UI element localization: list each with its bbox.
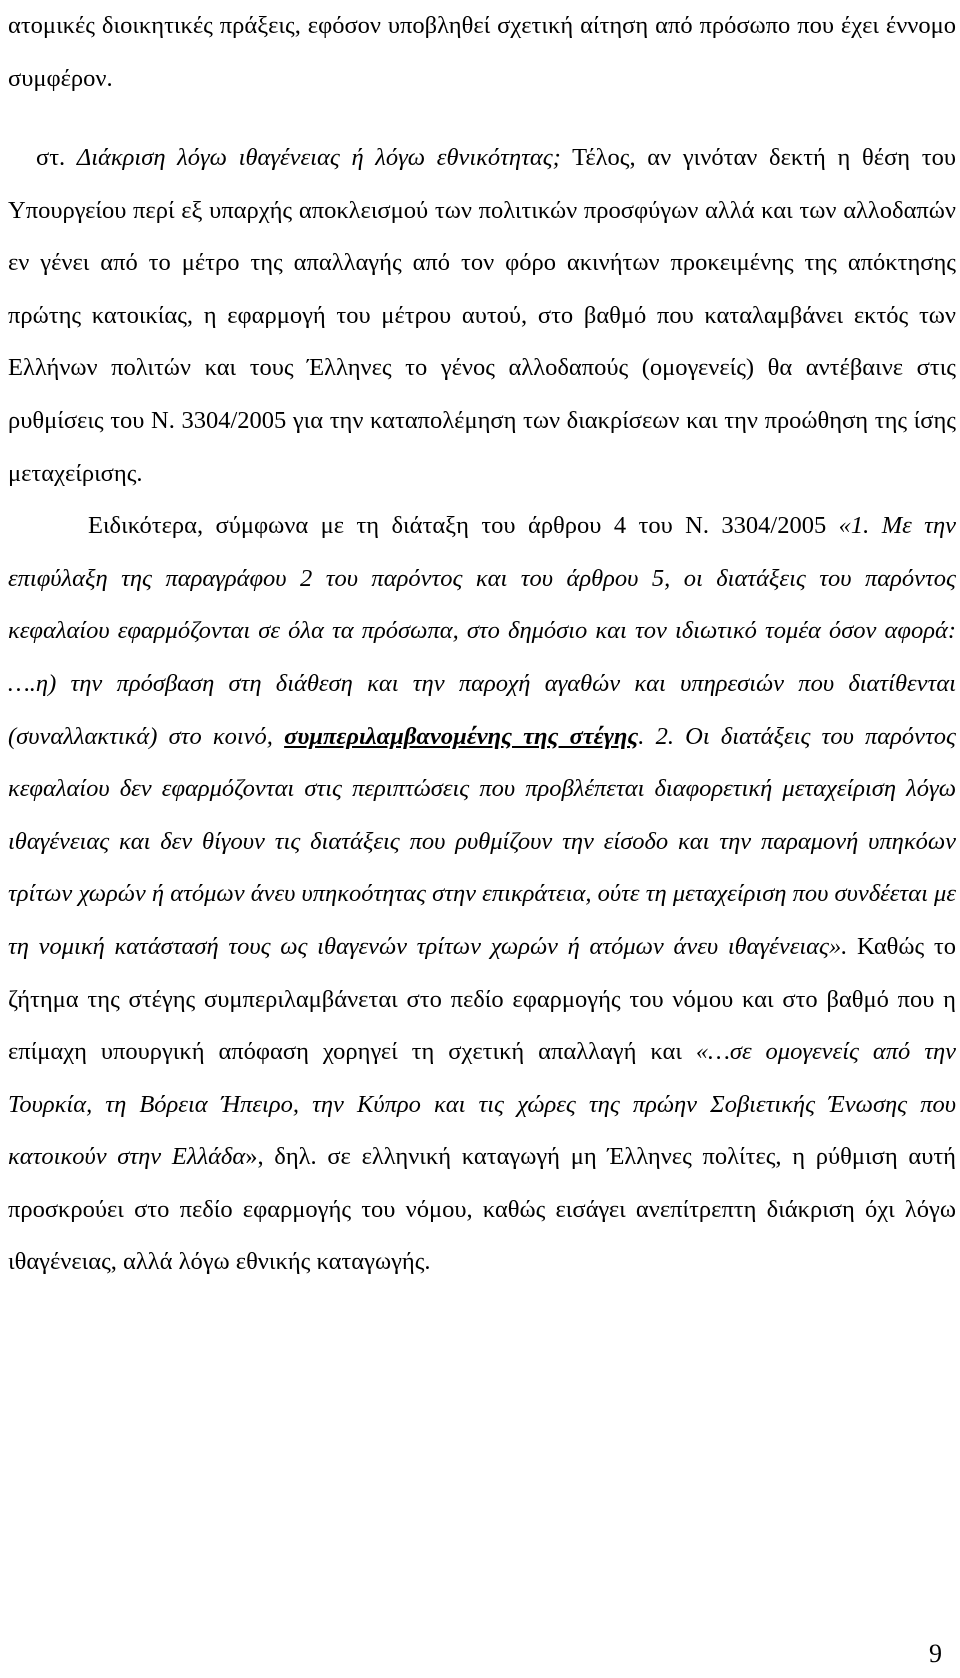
second-paragraph-closing: », δηλ. σε ελληνική καταγωγή μη Έλληνες πολίτες, η ρύθμιση αυτή προσκρούει στο πεδίο εφαρμογής του νόμου, καθώς εισάγει ανεπίτρεπτη διάκριση όχι λόγω ιθαγένειας, αλλά λόγω εθνικής καταγωγής. — [8, 1143, 956, 1276]
page-number: 9 — [929, 1639, 942, 1668]
section-marker: στ. — [36, 144, 77, 171]
law-quote-part-1: «1. Με την επιφύλαξη της παραγράφου 2 του παρόντος και του άρθρου 5, οι διατάξεις του παρόντος κεφαλαίου εφαρμόζονται σε όλα τα πρόσωπα, στο δημόσιο και τον ιδιωτικό τομέα όσον αφορά: ….η) την πρόσβαση στη διάθεση και την παροχή αγαθών και υπηρεσιών που διατίθενται (συναλλακτικά) στο κοινό, — [8, 512, 956, 750]
second-paragraph-intro: Ειδικότερα, σύμφωνα με τη διάταξη του άρθρου 4 του Ν. 3304/2005 — [88, 512, 839, 540]
second-paragraph-middle: Καθώς το ζήτημα της στέγης συμπεριλαμβάνεται στο πεδίο εφαρμογής του νόμου και στο βαθμό που η επίμαχη υπουργική απόφαση χορηγεί τη σχετική απαλλαγή και — [8, 932, 956, 1066]
law-quote-part-2: . 2. Οι διατάξεις του παρόντος κεφαλαίου δεν εφαρμόζονται στις περιπτώσεις που προβλέπεται διαφορετική μεταχείριση λόγω ιθαγένειας και δεν θίγουν τις διατάξεις που ρυθμίζουν την είσοδο και την παραμονή υπηκόων τρίτων χωρών ή ατόμων άνευ υπηκοότητας στην επικράτεια, ούτε τη μεταχείριση που συνδέεται με τη νομική κατάστασή τους ως ιθαγενών τρίτων χωρών ή ατόμων άνευ ιθαγένειας». — [8, 722, 956, 960]
section-heading: Διάκριση λόγω ιθαγένειας ή λόγω εθνικότητας; — [76, 144, 561, 171]
law-quote-emphasis: συμπεριλαμβανομένης της στέγης — [284, 722, 639, 750]
decision-quote: «…σε ομογενείς από την Τουρκία, τη Βόρεια Ήπειρο, την Κύπρο και τις χώρες της πρώην Σοβιετικής Ένωσης που κατοικούν στην Ελλάδα — [8, 1038, 956, 1171]
section-body: Τέλος, αν γινόταν δεκτή η θέση του Υπουργείου περί εξ υπαρχής αποκλεισμού των πολιτικών προσφύγων αλλά και των αλλοδαπών εν γένει από το μέτρο της απαλλαγής από τον φόρο ακινήτων προκειμένης της απόκτησης πρώτης κατοικίας, η εφαρμογή του μέτρου αυτού, στο βαθμό που καταλαμβάνει εκτός των Ελλήνων πολιτών και τους Έλληνες το γένος αλλοδαπούς (ομογενείς) θα αντέβαινε στις ρυθμίσεις του Ν. 3304/2005 για την καταπολέμηση των διακρίσεων και την προώθηση της ίσης μεταχείρισης. — [8, 144, 956, 487]
section-paragraph — [8, 132, 956, 1289]
paragraph-top: ατομικές διοικητικές πράξεις, εφόσον υποβληθεί σχετική αίτηση από πρόσωπο που έχει έννομο συμφέρον. — [8, 12, 956, 92]
